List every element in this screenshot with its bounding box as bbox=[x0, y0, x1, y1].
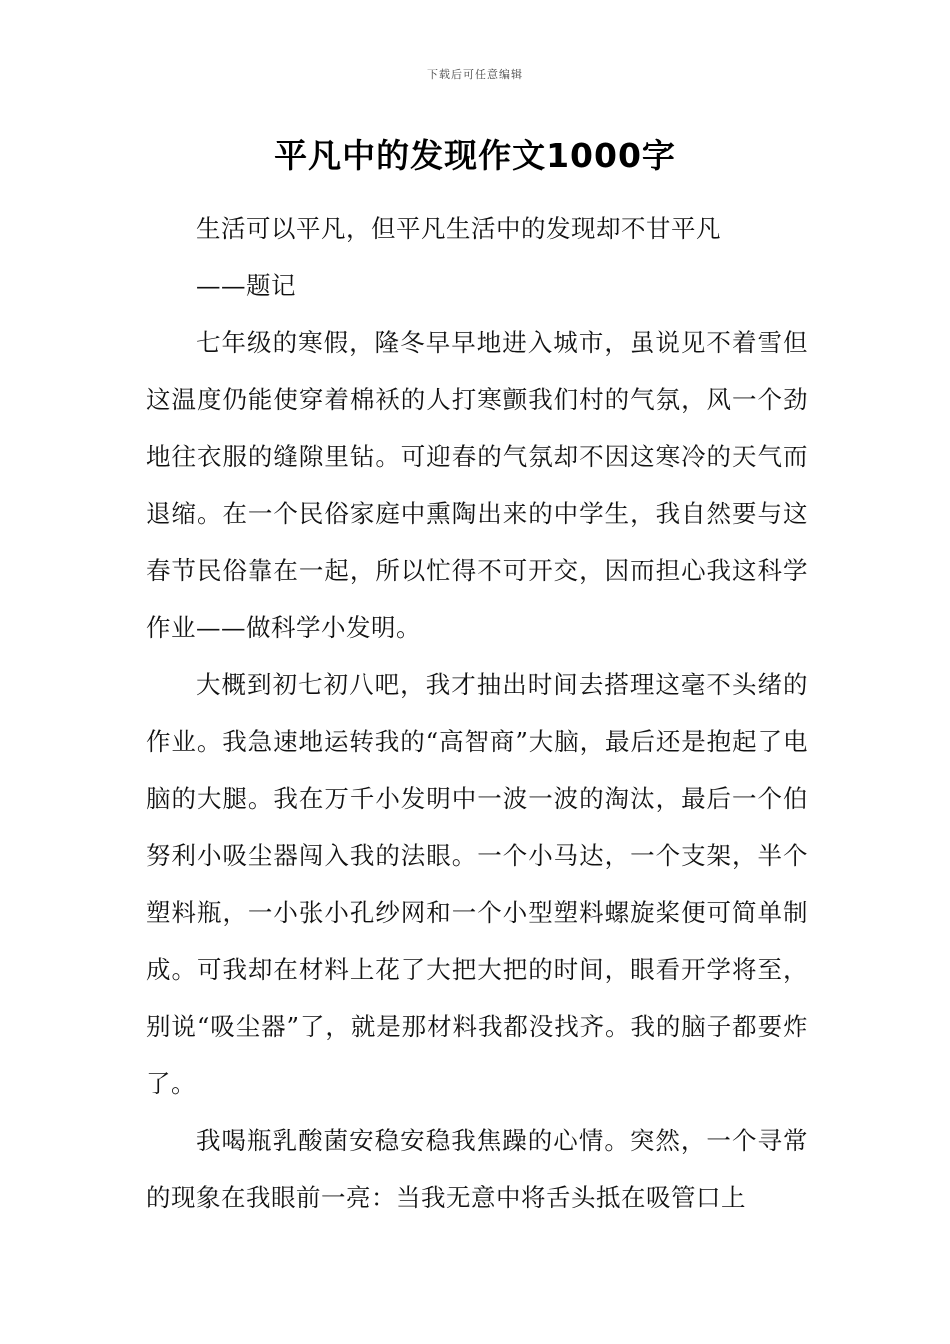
document-body bbox=[146, 200, 808, 1226]
paragraph-epigraph-source: ——题记 bbox=[196, 271, 296, 300]
paragraph: 大概到初七初八吧，我才抽出时间去搭理这毫不头绪的作业。我急速地运转我的“高智商”大脑，最后还是抱起了电脑的大腿。我在万千小发明中一波一波的淘汰，最后一个伯努利小吸尘器闯入我的法眼。一个小马达，一个支架，半个塑料瓶，一小张小孔纱网和一个小型塑料螺旋桨便可简单制成。可我却在材料上花了大把大把的时间，眼看开学将至，别说“吸尘器”了，就是那材料我都没找齐。我的脑子都要炸了。 bbox=[146, 670, 808, 1098]
header-note: 下载后可任意编辑 bbox=[427, 68, 523, 81]
paragraph: 我喝瓶乳酸菌安稳安稳我焦躁的心情。突然，一个寻常的现象在我眼前一亮：当我无意中将舌头抵在吸管口上 bbox=[146, 1126, 808, 1212]
document-title: 平凡中的发现作文1000字 bbox=[274, 136, 676, 175]
paragraph: 七年级的寒假，隆冬早早地进入城市，虽说见不着雪但这温度仍能使穿着棉袄的人打寒颤我们村的气氛，风一个劲地往衣服的缝隙里钻。可迎春的气氛却不因这寒冷的天气而退缩。在一个民俗家庭中熏陶出来的中学生，我自然要与这春节民俗靠在一起，所以忙得不可开交，因而担心我这科学作业——做科学小发明。 bbox=[146, 328, 808, 642]
paragraph-epigraph: 生活可以平凡，但平凡生活中的发现却不甘平凡 bbox=[196, 214, 721, 243]
